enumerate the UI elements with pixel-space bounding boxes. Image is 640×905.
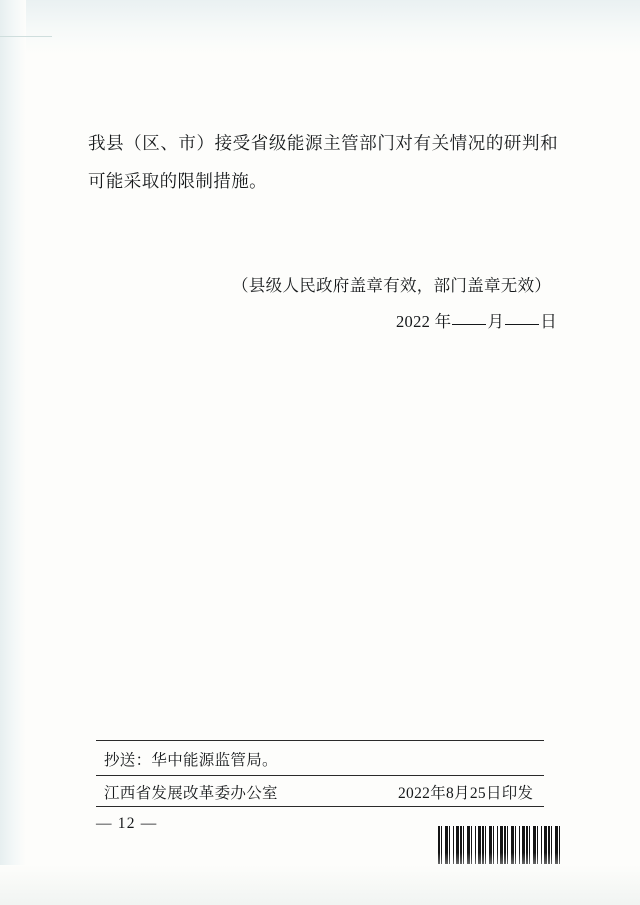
footer-rule-middle [96,775,544,776]
page-number: — 12 — [96,815,158,832]
date-month-unit: 月 [487,312,505,331]
signature-seal-note: （县级人民政府盖章有效，部门盖章无效） [232,276,552,295]
footer-issue-date: 2022年8月25日印发 [398,785,534,802]
footer-issuer: 江西省发展改革委办公室 [104,785,278,802]
signature-date-line [396,308,557,332]
body-paragraph: 我县（区、市）接受省级能源主管部门对有关情况的研判和可能采取的限制措施。 [88,132,558,191]
month-blank [452,324,486,325]
day-blank [505,324,539,325]
footer-rule-bottom [96,806,544,807]
footer-cc-line: 抄送：华中能源监管局。 [104,752,278,769]
footer-rule-top [96,740,544,741]
date-day-unit: 日 [540,312,558,331]
date-year: 2022 年 [396,312,452,331]
barcode-image [438,826,560,864]
